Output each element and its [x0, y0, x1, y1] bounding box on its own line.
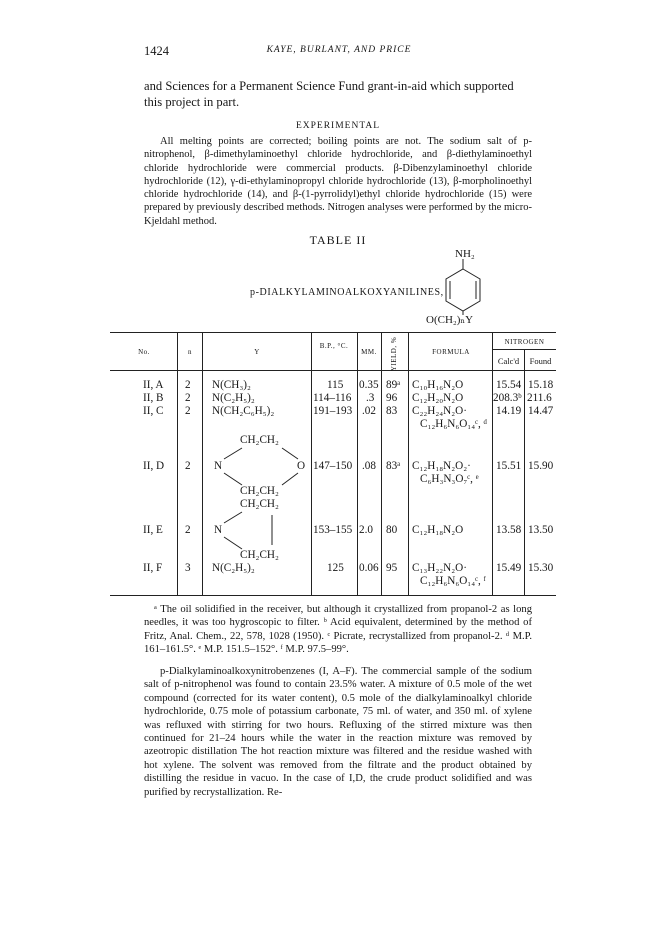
row-b-calcd: 208.3ᵇ [493, 392, 522, 404]
structure-alkoxy-label: O(CH₂)ₙY [426, 314, 474, 326]
row-d-calcd: 15.51 [496, 460, 522, 472]
row-b-formula: C₁₂H₂₀N₂O [412, 392, 464, 404]
row-f-calcd: 15.49 [496, 562, 522, 574]
header-no: No. [138, 348, 150, 356]
row-f-formula-2: C₁₂H₆N₆O₁₄ᶜ, ᶠ [420, 575, 486, 587]
row-e-found: 13.50 [528, 524, 554, 536]
row-c-formula: C₂₂H₂₄N₂O· [412, 405, 467, 417]
header-nitrogen: NITROGEN [504, 338, 545, 346]
row-d-mm: .08 [362, 460, 376, 472]
row-e-ring-n: N [214, 524, 223, 536]
row-b-no: II, B [143, 392, 164, 404]
row-c-found: 14.47 [528, 405, 554, 417]
row-f-no: II, F [143, 562, 163, 574]
row-d-formula: C₁₂H₁₈N₂O₂· [412, 460, 471, 472]
page-number: 1424 [144, 44, 169, 58]
structure-amine-label: NH₂ [455, 248, 475, 260]
row-e-mm: 2.0 [359, 524, 373, 536]
row-f-mm: 0.06 [359, 562, 379, 574]
row-f-formula: C₁₃H₂₂N₂O· [412, 562, 467, 574]
header-found: Found [529, 356, 552, 366]
row-e-no: II, E [143, 524, 163, 536]
row-f-y: N(C₂H₅)₂ [212, 562, 255, 574]
row-a-formula: C₁₀H₁₆N₂O [412, 379, 464, 391]
col-divider [311, 332, 312, 595]
row-b-found: 211.6 [527, 392, 552, 404]
row-d-ring-o: O [297, 460, 306, 472]
row-b-yield: 96 [386, 392, 398, 404]
morpholine-ring-bonds [220, 445, 310, 487]
table-bottom-rule [110, 595, 556, 596]
row-a-y: N(CH₃)₂ [212, 379, 251, 391]
row-d-no: II, D [143, 460, 165, 472]
row-a-bp: 115 [327, 379, 344, 391]
row-d-ring-bottom: CH₂CH₂ [240, 485, 279, 497]
row-b-y: N(C₂H₅)₂ [212, 392, 255, 404]
col-divider [492, 332, 493, 595]
running-head: KAYE, BURLANT, AND PRICE [266, 45, 412, 55]
row-a-found: 15.18 [528, 379, 554, 391]
row-f-n: 3 [185, 562, 191, 574]
table-footnotes: ᵃ The oil solidified in the receiver, but although it crystallized from propanol-2 as long needles, it was too hygroscopic to filter. ᵇ Acid equivalent, determined by the method of Fritz, Anal. Chem., 22, 578, 1028 (1950). ᶜ Picrate, recrystallized from propanol-2. ᵈ M.P. 161–161.5°. ᵉ M.P. 151.5–152°. ᶠ M.P. 97.5–99°. [144, 604, 532, 656]
row-d-bp: 147–150 [313, 460, 353, 472]
header-n: n [188, 348, 192, 356]
row-f-bp: 125 [327, 562, 344, 574]
header-calcd: Calc'd [497, 356, 520, 366]
row-c-mm: .02 [362, 405, 376, 417]
row-f-yield: 95 [386, 562, 398, 574]
row-e-calcd: 13.58 [496, 524, 522, 536]
row-a-no: II, A [143, 379, 164, 391]
row-e-n: 2 [185, 524, 191, 536]
row-f-found: 15.30 [528, 562, 554, 574]
col-divider [524, 349, 525, 595]
col-divider [177, 332, 178, 595]
row-d-found: 15.90 [528, 460, 554, 472]
page-header [144, 44, 534, 58]
row-e-bp: 153–155 [313, 524, 353, 536]
row-a-n: 2 [185, 379, 191, 391]
row-d-ring-n: N [214, 460, 223, 472]
table-caption: p-DIALKYLAMINOALKOXYANILINES, [250, 287, 444, 298]
row-a-calcd: 15.54 [496, 379, 522, 391]
section-heading: EXPERIMENTAL [295, 121, 381, 131]
col-divider [408, 332, 409, 595]
row-e-ring-bottom: CH₂CH₂ [240, 549, 279, 561]
row-b-mm: .3 [366, 392, 375, 404]
pyrrolidine-ring-bonds [220, 509, 310, 551]
col-divider [202, 332, 203, 595]
row-e-yield: 80 [386, 524, 398, 536]
row-e-formula: C₁₂H₁₈N₂O [412, 524, 464, 536]
row-c-formula-2: C₁₂H₆N₆O₁₄ᶜ, ᵈ [420, 418, 488, 430]
row-c-y: N(CH₂C₆H₅)₂ [212, 405, 275, 417]
header-mm: MM. [361, 348, 377, 356]
row-a-yield: 89ᵃ [386, 379, 401, 391]
table-title: TABLE II [309, 233, 367, 247]
continuation-paragraph: and Sciences for a Permanent Science Fund grant-in-aid which supported this project in part. [144, 79, 514, 109]
row-a-mm: 0.35 [359, 379, 379, 391]
row-e-ring-top: CH₂CH₂ [240, 498, 279, 510]
experimental-paragraph: All melting points are corrected; boiling points are not. The sodium salt of p-nitrophenol, β-dimethylaminoethyl chloride hydrochloride, and β-diethylaminoethyl chloride hydrochloride were commercial products. β-Dibenzylaminoethyl chloride hydrochloride (12), γ-di-ethylaminopropyl chloride hydrochloride (13), β-morpholinoethyl chloride hydrochloride (14), and β-(1-pyrrolidyl)ethyl chloride hydrochloride (15) were prepared by previously described methods. Nitrogen analyses were performed by the micro-Kjeldahl method. [144, 136, 532, 227]
row-d-formula-2: C₆H₃N₃O₇ᶜ, ᵉ [420, 473, 479, 485]
row-c-no: II, C [143, 405, 164, 417]
row-b-bp: 114–116 [313, 392, 352, 404]
col-divider [381, 332, 382, 595]
header-yield: YIELD, % [390, 336, 398, 372]
header-y: Y [254, 348, 260, 356]
procedure-paragraph: p-Dialkylaminoalkoxynitrobenzenes (I, A–F). The commercial sample of the sodium salt of p-nitrophenol was found to contain 23.5% water. A mixture of 0.5 mole of the wet compound (corrected for its water content), 0.5 mole of the dialkylaminoalkyl chloride hydrochloride, 0.75 mole of potassium carbonate, 75 ml. of water, and 350 ml. of xylene was refluxed with stirring for two hours. Refluxing of the stirred mixture was then continued for 21–24 hours while the water in the reaction mixture was removed by azeotropic distillation The hot reaction mixture was filtered and the residue washed with hot xylene. The solvent was removed from the filtrate and the product obtained by distilling the residue in vacuo. In the case of I,D, the crude product solidified and was purified by recrystallization. Re- [144, 666, 532, 798]
col-divider [357, 332, 358, 595]
row-d-n: 2 [185, 460, 191, 472]
row-c-bp: 191–193 [313, 405, 353, 417]
row-c-yield: 83 [386, 405, 398, 417]
row-c-calcd: 14.19 [496, 405, 522, 417]
header-bp: B.P., °C. [319, 342, 349, 350]
row-d-yield: 83ᵃ [386, 460, 401, 472]
row-b-n: 2 [185, 392, 191, 404]
row-c-n: 2 [185, 405, 191, 417]
row-d-ring-top: CH₂CH₂ [240, 434, 279, 446]
header-formula: FORMULA [432, 348, 470, 356]
